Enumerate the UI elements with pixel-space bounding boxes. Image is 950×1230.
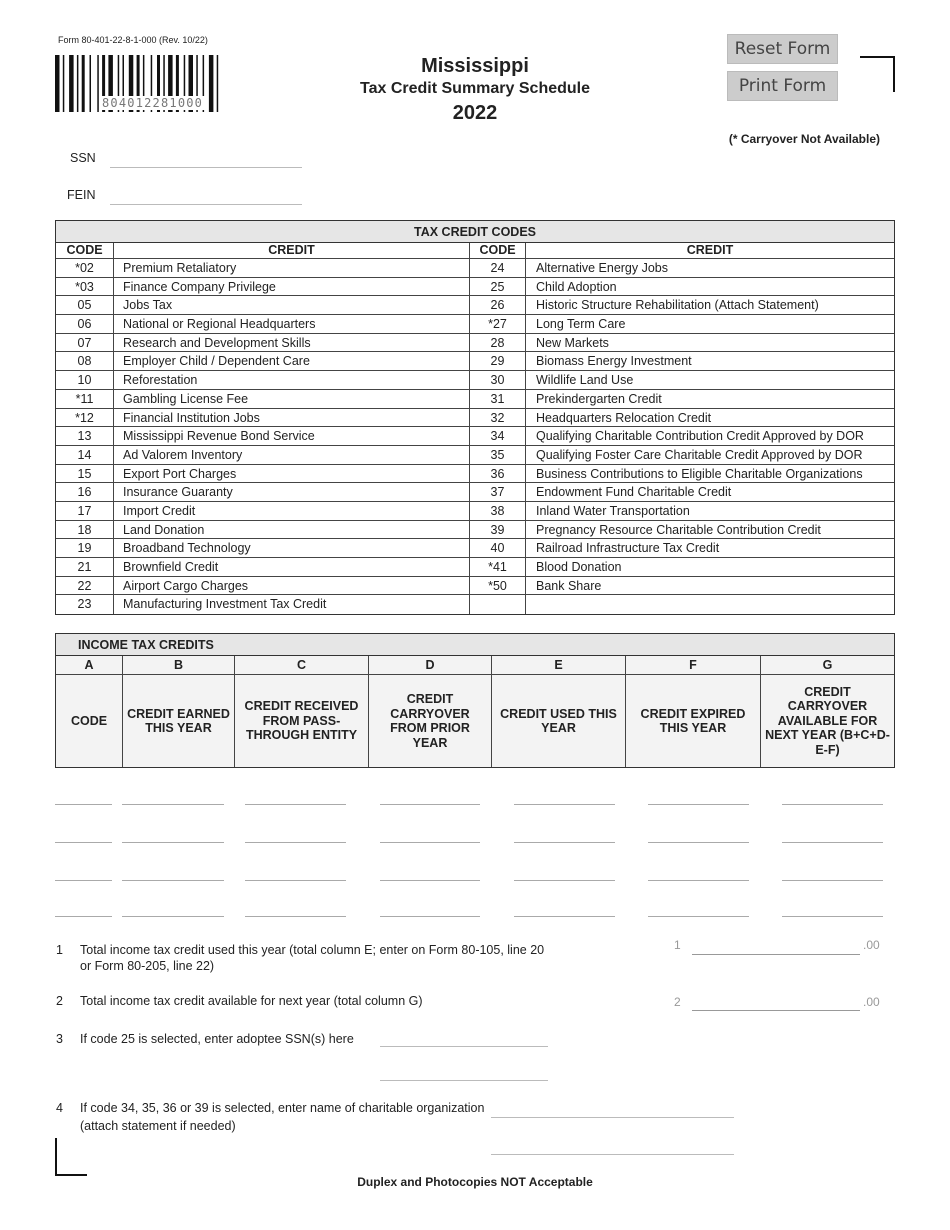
income-table-title: INCOME TAX CREDITS <box>56 634 894 656</box>
credit-code: 17 <box>56 502 114 520</box>
credit-name: Railroad Infrastructure Tax Credit <box>536 541 720 556</box>
credit-name: Biomass Energy Investment <box>536 354 692 369</box>
entry-used-input[interactable] <box>514 916 615 917</box>
credit-name: Manufacturing Investment Tax Credit <box>114 595 470 614</box>
column-header-code: CODE <box>56 675 123 767</box>
column-header-available: CREDIT CARRYOVER AVAILABLE FOR NEXT YEAR (B+C+D-E-F) <box>765 684 890 757</box>
column-letter: A <box>56 656 123 674</box>
line-4-text: If code 34, 35, 36 or 39 is selected, enter name of charitable organization <box>80 1101 485 1115</box>
credit-name: Mississippi Revenue Bond Service <box>114 427 470 445</box>
credit-code: 21 <box>56 558 114 576</box>
credit-code: 15 <box>56 465 114 483</box>
reset-form-button[interactable]: Reset Form <box>727 34 838 64</box>
line-2-box-number: 2 <box>674 995 681 1009</box>
credit-name: Qualifying Charitable Contribution Credit Approved by DOR <box>536 429 864 444</box>
column-headers-row <box>56 675 894 767</box>
credit-code: *41 <box>470 558 526 576</box>
codes-table-title: TAX CREDIT CODES <box>56 221 894 243</box>
credit-code: 24 <box>470 259 526 277</box>
line-2-text: Total income tax credit available for next year (total column G) <box>80 994 423 1008</box>
credit-name: Insurance Guaranty <box>114 483 470 501</box>
credit-name: Inland Water Transportation <box>536 503 690 518</box>
entry-used-input[interactable] <box>514 880 615 881</box>
credit-name: Ad Valorem Inventory <box>114 446 470 464</box>
line-4-number: 4 <box>56 1101 63 1115</box>
codes-table-row <box>56 521 894 540</box>
entry-prior-carryover-input[interactable] <box>380 842 480 843</box>
codes-table-row <box>56 259 894 278</box>
print-form-button[interactable]: Print Form <box>727 71 838 101</box>
credit-code: 10 <box>56 371 114 389</box>
ssn-input[interactable] <box>110 167 302 168</box>
line-4-subtext: (attach statement if needed) <box>80 1119 236 1133</box>
entry-code-input[interactable] <box>55 842 112 843</box>
codes-table-row <box>56 296 894 315</box>
code-column-header: CODE <box>470 243 526 258</box>
codes-table-row <box>56 483 894 502</box>
credit-code: 25 <box>470 278 526 296</box>
entry-prior-carryover-input[interactable] <box>380 916 480 917</box>
codes-table-row <box>56 427 894 446</box>
tax-credit-codes-table <box>55 220 895 615</box>
credit-name: Export Port Charges <box>114 465 470 483</box>
credit-name: Airport Cargo Charges <box>114 577 470 595</box>
credit-code: 30 <box>470 371 526 389</box>
charity-name-input-2[interactable] <box>491 1154 734 1155</box>
credit-code: 37 <box>470 483 526 501</box>
credit-name: Alternative Energy Jobs <box>536 261 669 275</box>
credit-name: Land Donation <box>114 521 470 539</box>
entry-pass-through-input[interactable] <box>245 804 346 805</box>
codes-table-body <box>56 259 894 614</box>
credit-name: Prekindergarten Credit <box>536 391 662 406</box>
credit-name: Endowment Fund Charitable Credit <box>536 485 732 500</box>
column-letter: C <box>235 656 369 674</box>
column-letter: D <box>369 656 492 674</box>
credit-name: Import Credit <box>114 502 470 520</box>
column-letter: F <box>626 656 761 674</box>
codes-table-row <box>56 577 894 596</box>
codes-table-row <box>56 595 894 614</box>
credit-code: 08 <box>56 352 114 370</box>
column-letter: E <box>492 656 626 674</box>
entry-available-input[interactable] <box>782 880 883 881</box>
entry-pass-through-input[interactable] <box>245 916 346 917</box>
entry-earned-input[interactable] <box>122 804 224 805</box>
credit-name: Finance Company Privilege <box>114 278 470 296</box>
entry-pass-through-input[interactable] <box>245 880 346 881</box>
credit-name: Historic Structure Rehabilitation (Attach Statement) <box>536 298 819 313</box>
line-3-text: If code 25 is selected, enter adoptee SSN(s) here <box>80 1032 354 1046</box>
registration-mark-bottom-left <box>55 1138 87 1176</box>
entry-available-input[interactable] <box>782 842 883 843</box>
credit-name: Business Contributions to Eligible Charitable Organizations <box>536 466 863 481</box>
line-2-cents: .00 <box>863 995 880 1009</box>
credit-code: *27 <box>470 315 526 333</box>
entry-earned-input[interactable] <box>122 842 224 843</box>
line-1-amount-input[interactable] <box>692 954 860 955</box>
carryover-note: (* Carryover Not Available) <box>728 132 880 146</box>
entry-earned-input[interactable] <box>122 880 224 881</box>
barcode-digits: 804012281000 <box>102 96 204 110</box>
credit-name <box>526 595 894 614</box>
credit-name: Financial Institution Jobs <box>114 409 470 427</box>
credit-code: 06 <box>56 315 114 333</box>
credit-name: Premium Retaliatory <box>114 259 470 277</box>
codes-table-row <box>56 539 894 558</box>
credit-code: 13 <box>56 427 114 445</box>
code-column-header: CODE <box>56 243 114 258</box>
column-letters-row <box>56 656 894 675</box>
codes-table-row <box>56 409 894 428</box>
state-title: Mississippi <box>421 55 529 77</box>
credit-code: 28 <box>470 334 526 352</box>
adoptee-ssn-input-1[interactable] <box>380 1046 548 1047</box>
credit-code: 22 <box>56 577 114 595</box>
entry-pass-through-input[interactable] <box>245 842 346 843</box>
credit-code: 19 <box>56 539 114 557</box>
credit-code <box>470 595 526 614</box>
codes-table-row <box>56 558 894 577</box>
entry-code-input[interactable] <box>55 916 112 917</box>
codes-table-row <box>56 278 894 297</box>
credit-name: Brownfield Credit <box>114 558 470 576</box>
credit-code: *11 <box>56 390 114 408</box>
entry-code-input[interactable] <box>55 880 112 881</box>
line-1-number: 1 <box>56 943 63 957</box>
credit-name: Headquarters Relocation Credit <box>536 410 712 425</box>
entry-expired-input[interactable] <box>648 916 749 917</box>
credit-code: 05 <box>56 296 114 314</box>
line-3-number: 3 <box>56 1032 63 1046</box>
codes-table-row <box>56 465 894 484</box>
credit-code: 40 <box>470 539 526 557</box>
credit-column-header: CREDIT <box>114 243 470 258</box>
credit-name: Pregnancy Resource Charitable Contribution Credit <box>536 522 821 537</box>
codes-table-row <box>56 446 894 465</box>
credit-code: *02 <box>56 259 114 277</box>
line-2-amount-input[interactable] <box>692 1010 860 1011</box>
entry-available-input[interactable] <box>782 804 883 805</box>
footer-note: Duplex and Photocopies NOT Acceptable <box>357 1175 593 1189</box>
credit-code: 14 <box>56 446 114 464</box>
entry-earned-input[interactable] <box>122 916 224 917</box>
entry-used-input[interactable] <box>514 842 615 843</box>
credit-name: Long Term Care <box>536 317 626 332</box>
entry-expired-input[interactable] <box>648 842 749 843</box>
codes-table-header <box>56 243 894 259</box>
credit-name: National or Regional Headquarters <box>114 315 470 333</box>
credit-name: Blood Donation <box>536 560 622 574</box>
credit-code: 31 <box>470 390 526 408</box>
entry-prior-carryover-input[interactable] <box>380 804 480 805</box>
codes-table-row <box>56 390 894 409</box>
credit-name: Research and Development Skills <box>114 334 470 352</box>
credit-name: Reforestation <box>114 371 470 389</box>
codes-table-row <box>56 352 894 371</box>
form-title: Tax Credit Summary Schedule <box>360 80 590 97</box>
column-header-used: CREDIT USED THIS YEAR <box>492 675 626 767</box>
credit-name: Jobs Tax <box>114 296 470 314</box>
charity-name-input-1[interactable] <box>491 1117 734 1118</box>
entry-expired-input[interactable] <box>648 880 749 881</box>
credit-code: 39 <box>470 521 526 539</box>
credit-code: 34 <box>470 427 526 445</box>
line-1-text: Total income tax credit used this year (total column E; enter on Form 80-105, line 20 or Form 80-205, line 22) <box>80 943 545 973</box>
column-letter: B <box>123 656 235 674</box>
codes-table-row <box>56 334 894 353</box>
credit-code: 07 <box>56 334 114 352</box>
entry-expired-input[interactable] <box>648 804 749 805</box>
codes-table-row <box>56 502 894 521</box>
income-tax-credits-table <box>55 633 895 768</box>
credit-code: 29 <box>470 352 526 370</box>
fein-label: FEIN <box>67 188 96 202</box>
credit-code: *12 <box>56 409 114 427</box>
line-1-box-number: 1 <box>674 938 681 952</box>
tax-year: 2022 <box>452 102 498 124</box>
credit-column-header: CREDIT <box>686 243 734 257</box>
credit-name: Employer Child / Dependent Care <box>114 352 470 370</box>
credit-name: Qualifying Foster Care Charitable Credit Approved by DOR <box>536 447 863 462</box>
column-header-expired: CREDIT EXPIRED THIS YEAR <box>626 675 761 767</box>
credit-code: 36 <box>470 465 526 483</box>
registration-mark-top-right <box>860 56 895 92</box>
credit-name: Wildlife Land Use <box>536 373 634 388</box>
codes-table-row <box>56 371 894 390</box>
credit-code: 32 <box>470 409 526 427</box>
credit-name: Child Adoption <box>536 279 617 294</box>
fein-input[interactable] <box>110 204 302 205</box>
credit-name: Bank Share <box>536 578 602 593</box>
credit-code: 16 <box>56 483 114 501</box>
credit-code: 35 <box>470 446 526 464</box>
entry-available-input[interactable] <box>782 916 883 917</box>
line-2-number: 2 <box>56 994 63 1008</box>
credit-name: New Markets <box>536 335 609 350</box>
credit-code: *03 <box>56 278 114 296</box>
column-header-earned: CREDIT EARNED THIS YEAR <box>123 675 235 767</box>
credit-name: Gambling License Fee <box>114 390 470 408</box>
credit-code: 38 <box>470 502 526 520</box>
form-number: Form 80-401-22-8-1-000 (Rev. 10/22) <box>58 35 208 45</box>
credit-name: Broadband Technology <box>114 539 470 557</box>
ssn-label: SSN <box>70 151 96 165</box>
column-header-pass-through: CREDIT RECEIVED FROM PASS-THROUGH ENTITY <box>235 675 369 767</box>
adoptee-ssn-input-2[interactable] <box>380 1080 548 1081</box>
column-letter: G <box>822 658 833 672</box>
entry-used-input[interactable] <box>514 804 615 805</box>
codes-table-row <box>56 315 894 334</box>
entry-code-input[interactable] <box>55 804 112 805</box>
column-header-prior-carryover: CREDIT CARRYOVER FROM PRIOR YEAR <box>369 675 492 767</box>
credit-code: 23 <box>56 595 114 614</box>
credit-code: 26 <box>470 296 526 314</box>
line-1-cents: .00 <box>863 938 880 952</box>
credit-code: 18 <box>56 521 114 539</box>
credit-code: *50 <box>470 577 526 595</box>
entry-prior-carryover-input[interactable] <box>380 880 480 881</box>
